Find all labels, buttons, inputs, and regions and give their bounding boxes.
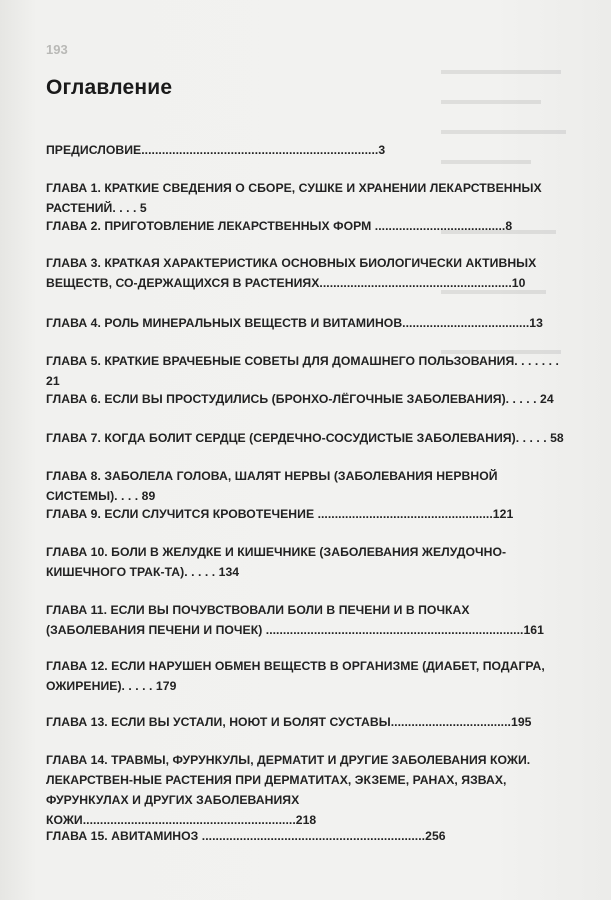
page-number: 193 (46, 42, 68, 57)
toc-entry: ГЛАВА 15. АВИТАМИНОЗ .................................................................256 (46, 829, 446, 843)
toc-entry: ГЛАВА 5. КРАТКИЕ ВРАЧЕБНЫЕ СОВЕТЫ ДЛЯ ДОМАШНЕГО ПОЛЬЗОВАНИЯ. . . . . . . 21 (46, 354, 559, 388)
toc-entry: ГЛАВА 14. ТРАВМЫ, ФУРУНКУЛЫ, ДЕРМАТИТ И ДРУГИЕ ЗАБОЛЕВАНИЯ КОЖИ. ЛЕКАРСТВЕН-НЫЕ РАСТЕНИЯ ПРИ ДЕРМАТИТАХ, ЭКЗЕМЕ, РАНАХ, ЯЗВАХ, ФУРУНКУЛАХ И ДРУГИХ ЗАБОЛЕВАНИЯХ КОЖИ..............................................................218 (46, 753, 531, 827)
toc-entry: ГЛАВА 4. РОЛЬ МИНЕРАЛЬНЫХ ВЕЩЕСТВ И ВИТАМИНОВ.....................................13 (46, 316, 543, 330)
toc-entry: ГЛАВА 8. ЗАБОЛЕЛА ГОЛОВА, ШАЛЯТ НЕРВЫ (ЗАБОЛЕВАНИЯ НЕРВНОЙ СИСТЕМЫ). . . . 89 (46, 469, 498, 503)
toc-entry: ГЛАВА 2. ПРИГОТОВЛЕНИЕ ЛЕКАРСТВЕННЫХ ФОРМ ......................................8 (46, 219, 513, 233)
page-title: Оглавление (46, 76, 173, 99)
toc-entry: ГЛАВА 12. ЕСЛИ НАРУШЕН ОБМЕН ВЕЩЕСТВ В ОРГАНИЗМЕ (ДИАБЕТ, ПОДАГРА, ОЖИРЕНИЕ). . . . . 179 (46, 659, 545, 693)
toc-entry: ГЛАВА 10. БОЛИ В ЖЕЛУДКЕ И КИШЕЧНИКЕ (ЗАБОЛЕВАНИЯ ЖЕЛУДОЧНО-КИШЕЧНОГО ТРАК-ТА). . . . . 134 (46, 545, 507, 579)
toc-entry: ГЛАВА 6. ЕСЛИ ВЫ ПРОСТУДИЛИСЬ (БРОНХО-ЛЁГОЧНЫЕ ЗАБОЛЕВАНИЯ). . . . . 24 (46, 392, 554, 406)
toc-entry: ГЛАВА 9. ЕСЛИ СЛУЧИТСЯ КРОВОТЕЧЕНИЕ ...................................................121 (46, 507, 514, 521)
toc-entry: ГЛАВА 7. КОГДА БОЛИТ СЕРДЦЕ (СЕРДЕЧНО-СОСУДИСТЫЕ ЗАБОЛЕВАНИЯ). . . . . 58 (46, 431, 564, 445)
toc-entry: ГЛАВА 13. ЕСЛИ ВЫ УСТАЛИ, НОЮТ И БОЛЯТ СУСТАВЫ...................................195 (46, 715, 532, 729)
toc-entry: ПРЕДИСЛОВИЕ.....................................................................3 (46, 143, 386, 157)
toc-entry: ГЛАВА 1. КРАТКИЕ СВЕДЕНИЯ О СБОРЕ, СУШКЕ И ХРАНЕНИИ ЛЕКАРСТВЕННЫХ РАСТЕНИЙ. . . . 5 (46, 181, 542, 215)
toc-entry: ГЛАВА 3. КРАТКАЯ ХАРАКТЕРИСТИКА ОСНОВНЫХ БИОЛОГИЧЕСКИ АКТИВНЫХ ВЕЩЕСТВ, СО-ДЕРЖАЩИХСЯ В РАСТЕНИЯХ........................................................10 (46, 256, 537, 290)
toc-entry: ГЛАВА 11. ЕСЛИ ВЫ ПОЧУВСТВОВАЛИ БОЛИ В ПЕЧЕНИ И В ПОЧКАХ (ЗАБОЛЕВАНИЯ ПЕЧЕНИ И ПОЧЕК) ...........................................................................161 (46, 603, 544, 637)
